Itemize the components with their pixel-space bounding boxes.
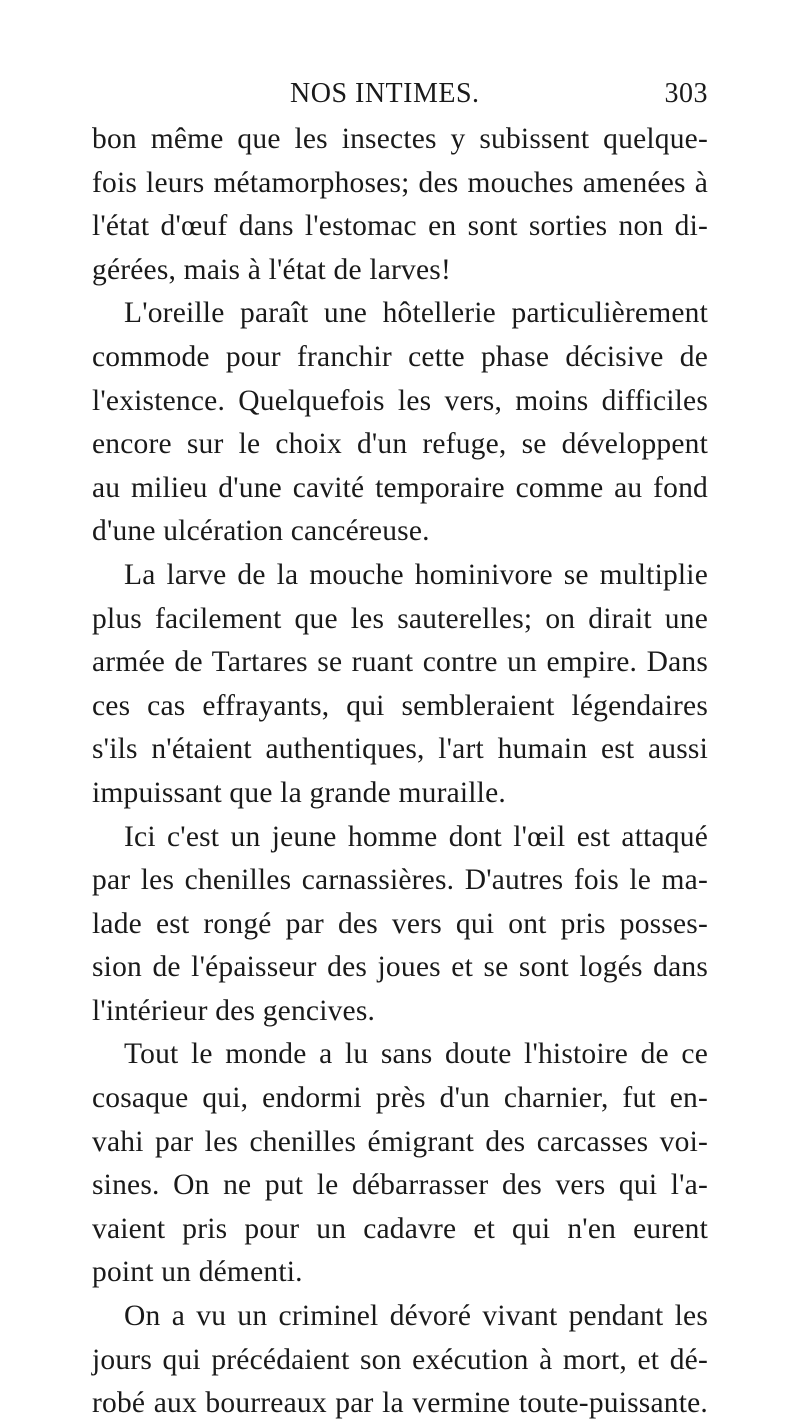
text-line: l'existence. Quelquefois les vers, moins difficiles: [92, 384, 708, 417]
page-number: 303: [664, 78, 708, 109]
text-line: jours qui précédaient son exécution à mort, et dé-: [92, 1343, 708, 1376]
text-line: L'oreille paraît une hôtellerie particulièrement: [124, 297, 708, 330]
text-line: plus facilement que les sauterelles; on dirait une: [92, 602, 708, 635]
text-line: Ici c'est un jeune homme dont l'œil est attaqué: [124, 820, 708, 853]
text-line: s'ils n'étaient authentiques, l'art humain est aussi: [92, 733, 708, 766]
text-line: Tout le monde a lu sans doute l'histoire de ce: [124, 1038, 708, 1071]
text-line: impuissant que la grande muraille.: [92, 776, 506, 809]
text-line: armée de Tartares se ruant contre un empire. Dans: [92, 646, 708, 679]
text-line: commode pour franchir cette phase décisive de: [92, 340, 708, 373]
text-line: par les chenilles carnassières. D'autres fois le ma-: [92, 864, 708, 897]
text-line: vaient pris pour un cadavre et qui n'en eurent: [92, 1212, 708, 1245]
text-line: ces cas effrayants, qui sembleraient légendaires: [92, 689, 708, 722]
text-line: au milieu d'une cavité temporaire comme au fond: [92, 471, 708, 504]
text-line: vahi par les chenilles émigrant des carcasses voi-: [92, 1125, 708, 1158]
text-line: l'intérieur des gencives.: [92, 994, 376, 1027]
text-line: lade est rongé par des vers qui ont pris posses-: [92, 907, 708, 940]
text-line: gérées, mais à l'état de larves!: [92, 253, 451, 286]
text-line: robé aux bourreaux par la vermine toute-puissante.: [92, 1387, 708, 1420]
text-line: La larve de la mouche hominivore se multiplie: [124, 558, 708, 591]
text-line: On a vu un criminel dévoré vivant pendant les: [124, 1300, 708, 1333]
text-line: point un démenti.: [92, 1256, 303, 1289]
text-line: sion de l'épaisseur des joues et se sont logés dans: [92, 951, 708, 984]
running-head: [92, 78, 708, 118]
page-text: [92, 118, 708, 1426]
text-line: bon même que les insectes y subissent quelque-: [92, 123, 708, 155]
text-line: d'une ulcération cancéreuse.: [92, 515, 430, 548]
text-line: encore sur le choix d'un refuge, se développent: [92, 428, 708, 461]
text-line: cosaque qui, endormi près d'un charnier, fut en-: [92, 1082, 708, 1115]
text-line: l'état d'œuf dans l'estomac en sont sorties non di-: [92, 210, 708, 243]
running-head-title: NOS INTIMES.: [290, 78, 480, 109]
text-line: fois leurs métamorphoses; des mouches amenées à: [92, 166, 708, 199]
text-line: sines. On ne put le débarrasser des vers qui l'a-: [92, 1169, 708, 1202]
